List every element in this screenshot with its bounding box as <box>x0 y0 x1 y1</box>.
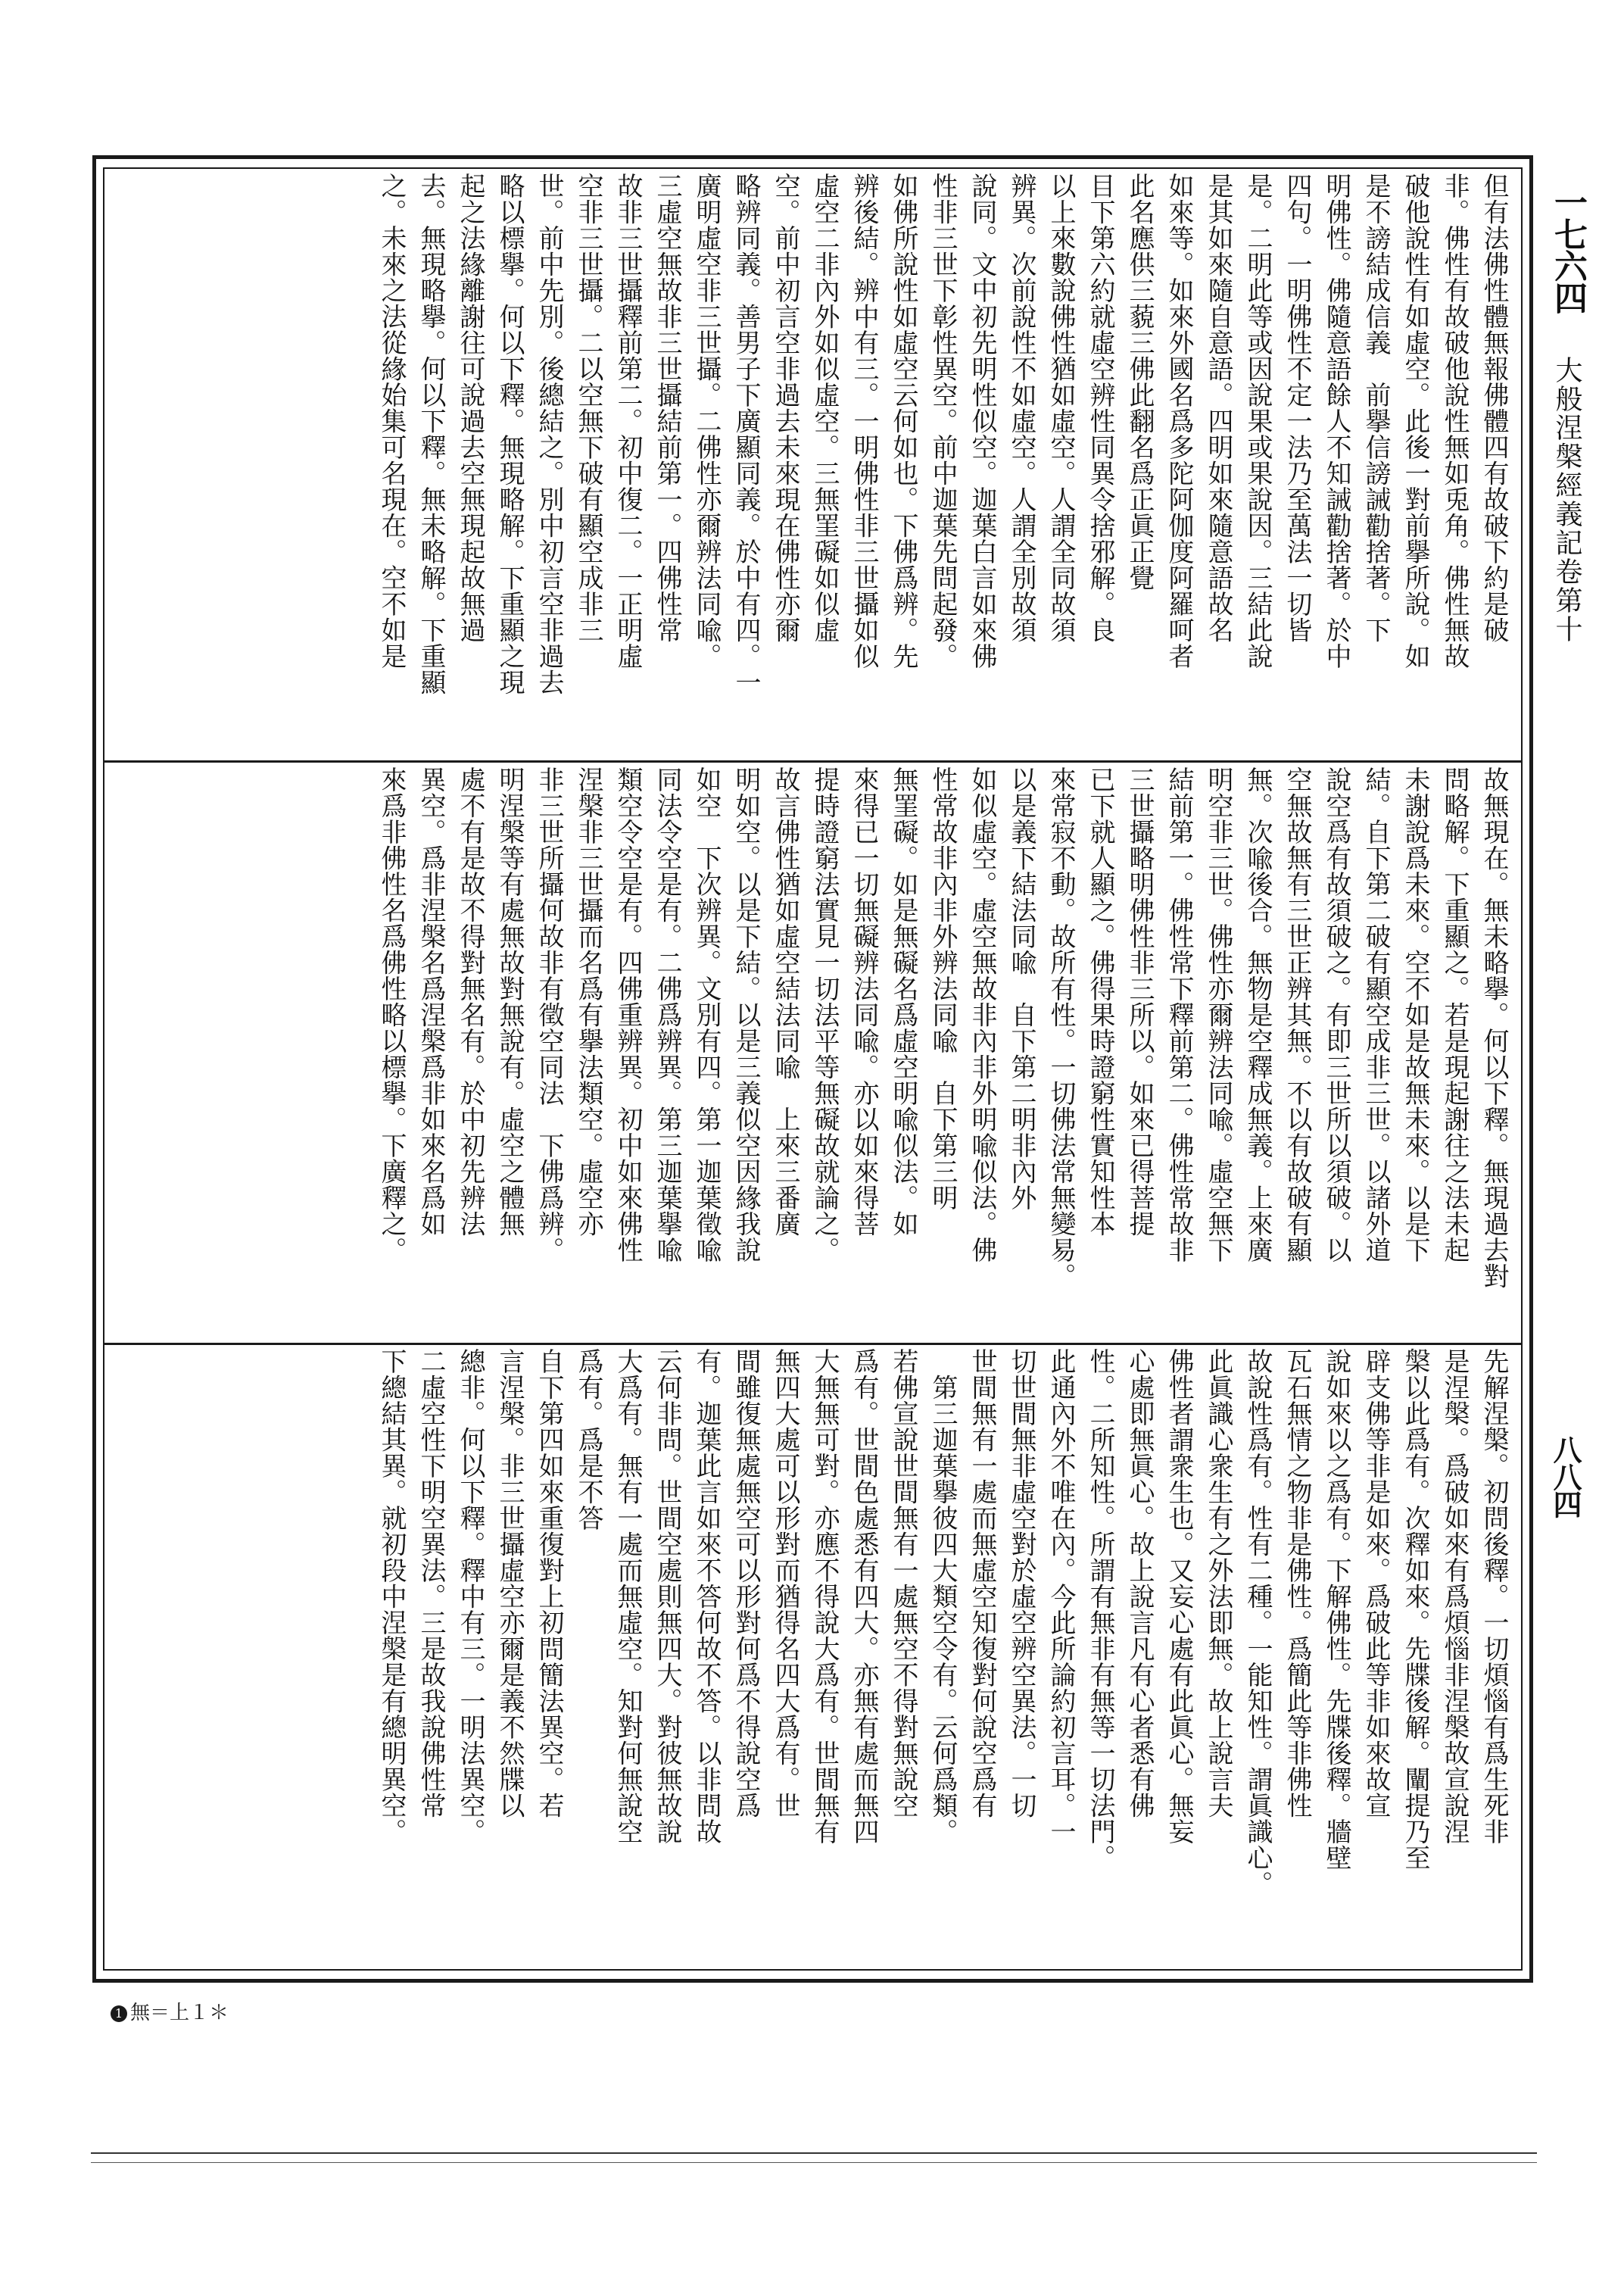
text-column: 性常故非內非外辨法同喩 自下第三明 <box>927 766 958 1211</box>
text-column: 是涅槃。爲破如來有爲煩惱非涅槃故宣說涅 <box>1439 1348 1470 1845</box>
text-column: 槃以此爲有。次釋如來。先牒後解。闡提乃至 <box>1400 1348 1430 1871</box>
text-column: 明佛性。佛隨意語餘人不知誡勸捨著。於中 <box>1321 173 1351 669</box>
text-column: 如佛所說性如虛空云何如也。下佛爲辨。先 <box>888 173 918 669</box>
text-column: 但有法佛性體無報佛體四有故破下約是破 <box>1479 173 1509 643</box>
text-column: 結前第一。佛性常下釋前第二。佛性常故非 <box>1164 766 1194 1263</box>
text-column: 說如來以之爲有。下解佛性。先牒後釋。牆壁 <box>1321 1348 1351 1871</box>
text-column: 大爲有。無有一處而無虛空。知對何無說空 <box>613 1348 643 1845</box>
band-divider-1 <box>103 760 1523 763</box>
text-column: 說同。文中初先明性似空。迦葉白言如來佛 <box>967 173 997 669</box>
text-column: 心處即無眞心。故上說言凡有心者悉有佛 <box>1124 1348 1155 1818</box>
running-head: 大般涅槃經義記卷第十 <box>1551 356 1582 644</box>
text-column: 是。二明此等或因說果或果說因。三結此說 <box>1242 173 1273 669</box>
text-column: 佛性者謂衆生也。又妄心處有此眞心。無妄 <box>1164 1348 1194 1845</box>
band-columns <box>374 1348 1510 1965</box>
text-column: 明如空。以是下結。以是三義似空因緣我說 <box>731 766 761 1263</box>
text-column: 異空。爲非涅槃名爲涅槃爲非如來名爲如 <box>416 766 446 1237</box>
text-column: 來爲非佛性名爲佛性略以標擧。下廣釋之。 <box>376 766 407 1263</box>
text-column: 如空 下次辨異。文別有四。第一迦葉徵喩 <box>691 766 722 1263</box>
text-column: 目下第六約就虛空辨性同異令捨邪解。良 <box>1085 173 1115 643</box>
text-column: 虛空二非內外如似虛空。三無罣礙如似虛 <box>809 173 840 643</box>
text-column: 言涅槃。非三世攝虛空亦爾是義不然牒以 <box>494 1348 525 1818</box>
page-number-top: 一七六四 <box>1548 186 1587 313</box>
text-column: 明空非三世。佛性亦爾辨法同喩。虛空無下 <box>1203 766 1233 1263</box>
text-column: 性非三世下彰性異空。前中迦葉先問起發。 <box>927 173 958 669</box>
text-column: 結。自下第二破有顯空成非三世。以諸外道 <box>1361 766 1391 1263</box>
text-column: 自下第四如來重復對上初問簡法異空。若 <box>534 1348 564 1818</box>
text-column: 第三迦葉擧彼四大類空令有。云何爲類。 <box>927 1348 958 1845</box>
text-column: 非三世所攝何故非有徵空同法 下佛爲辨。 <box>534 766 564 1263</box>
text-column: 故說性爲有。性有二種。一能知性。謂眞識心。 <box>1242 1348 1273 1897</box>
text-column: 故無現在。無未略擧。何以下釋。無現過去對 <box>1479 766 1509 1289</box>
text-column: 是其如來隨自意語。四明如來隨意語故名 <box>1203 173 1233 643</box>
text-column: 三虛空無故非三世攝結前第一。四佛性常 <box>652 173 682 643</box>
text-column: 若佛宣說世間無有一處無空不得對無說空 <box>888 1348 918 1818</box>
text-column: 辨異。次前說性不如虛空。人謂全別故須 <box>1006 173 1036 643</box>
text-column: 是不謗結成信義 前擧信謗誡勸捨著。下 <box>1361 173 1391 643</box>
text-column: 來常寂不動。故所有性。一切佛法常無變易。 <box>1046 766 1076 1289</box>
text-band-bottom <box>114 1348 1510 1965</box>
text-column: 辨後結。辨中有三。一明佛性非三世攝如似 <box>849 173 879 669</box>
text-column: 爲有。爲是不答 <box>573 1348 603 1531</box>
text-column: 此名應供三藐三佛此翻名爲正眞正覺 <box>1124 173 1155 591</box>
text-column: 以上來數說佛性猶如虛空。人謂全同故須 <box>1046 173 1076 643</box>
text-column: 空無故無有三世正辨其無。不以有故破有顯 <box>1282 766 1312 1263</box>
text-band-top <box>114 173 1510 756</box>
text-column: 明涅槃等有處無故對無說有。虛空之體無 <box>494 766 525 1237</box>
text-column: 去。無現略擧。何以下釋。無未略解。下重顯 <box>416 173 446 695</box>
text-column: 無罣礙。如是無礙名爲虛空明喩似法。如 <box>888 766 918 1237</box>
text-column: 未謝說爲未來。空不如是故無未來。以是下 <box>1400 766 1430 1263</box>
text-column: 問略解。下重顯之。若是現起謝往之法未起 <box>1439 766 1470 1263</box>
text-column: 三世攝略明佛性非三所以。如來已得菩提 <box>1124 766 1155 1237</box>
text-column: 類空令空是有。四佛重辨異。初中如來佛性 <box>613 766 643 1263</box>
text-column: 下總結其異。就初段中涅槃是有總明異空。 <box>376 1348 407 1845</box>
text-column: 世。前中先別。後總結之。別中初言空非過去 <box>534 173 564 695</box>
bottom-rule-upper <box>91 2152 1537 2154</box>
footnote-marker: 1 <box>111 2005 127 2022</box>
text-column: 空非三世攝。二以空無下破有顯空成非三 <box>573 173 603 643</box>
band-columns <box>374 766 1510 1338</box>
text-column: 無。次喩後合。無物是空釋成無義。上來廣 <box>1242 766 1273 1263</box>
text-column: 同法令空是有。二佛爲辨異。第三迦葉擧喩 <box>652 766 682 1263</box>
page-number-mid: 八八四 <box>1548 1435 1582 1517</box>
footnote <box>111 1997 229 2025</box>
text-column: 總非。何以下釋。釋中有三。一明法異空。 <box>455 1348 485 1845</box>
text-column: 二虛空性下明空異法。三是故我說佛性常 <box>416 1348 446 1818</box>
text-column: 切世間無非虛空對於虛空辨空異法。一切 <box>1006 1348 1036 1818</box>
text-column: 世間無有一處而無虛空知復對何說空爲有 <box>967 1348 997 1818</box>
bottom-rule-lower <box>91 2162 1537 2163</box>
text-column: 處不有是故不得對無名有。於中初先辨法 <box>455 766 485 1237</box>
footnote-text: 無＝上１＊ <box>130 2002 229 2024</box>
text-column: 先解涅槃。初問後釋。一切煩惱有爲生死非 <box>1479 1348 1509 1845</box>
text-column: 來得已一切無礙辨法同喩。亦以如來得菩 <box>849 766 879 1237</box>
text-column: 以是義下結法同喩 自下第二明非內外 <box>1006 766 1036 1211</box>
text-column: 有。迦葉此言如來不答何故不答。以非問故 <box>691 1348 722 1845</box>
text-column: 故非三世攝釋前第二。初中復二。一正明虛 <box>613 173 643 669</box>
text-column: 略辨同義。善男子下廣顯同義。於中有四。一 <box>731 173 761 695</box>
text-column: 如似虛空。虛空無故非內非外明喩似法。佛 <box>967 766 997 1263</box>
text-column: 辟支佛等非是如來。爲破此等非如來故宣 <box>1361 1348 1391 1818</box>
band-divider-2 <box>103 1343 1523 1345</box>
text-column: 已下就人顯之。佛得果時證窮性實知性本 <box>1085 766 1115 1237</box>
text-column: 間雖復無處無空可以形對何爲不得說空爲 <box>731 1348 761 1818</box>
text-column: 破他說性有如虛空。此後一對前擧所說。如 <box>1400 173 1430 669</box>
text-column: 性。二所知性。所謂有無非有無等一切法門。 <box>1085 1348 1115 1871</box>
text-column: 此通內外不唯在內。今此所論約初言耳。一 <box>1046 1348 1076 1845</box>
text-column: 起之法緣離謝往可說過去空無現起故無過 <box>455 173 485 643</box>
text-band-middle <box>114 766 1510 1338</box>
text-column: 爲有。世間色處悉有四大。亦無有處而無四 <box>849 1348 879 1845</box>
text-column: 故言佛性猶如虛空結法同喩 上來三番廣 <box>770 766 800 1237</box>
text-column: 提時證窮法實見一切法平等無礙故就論之。 <box>809 766 840 1263</box>
text-column: 無四大處可以形對而猶得名四大爲有。世 <box>770 1348 800 1818</box>
text-column: 略以標擧。何以下釋。無現略解。下重顯之現 <box>494 173 525 695</box>
text-column: 此眞識心衆生有之外法即無。故上說言夫 <box>1203 1348 1233 1818</box>
band-columns <box>374 173 1510 756</box>
text-column: 廣明虛空非三世攝。二佛性亦爾辨法同喩。 <box>691 173 722 669</box>
text-column: 大無無可對。亦應不得說大爲有。世間無有 <box>809 1348 840 1845</box>
text-column: 涅槃非三世攝而名爲有擧法類空。虛空亦 <box>573 766 603 1237</box>
text-column: 空。前中初言空非過去未來現在佛性亦爾 <box>770 173 800 643</box>
text-column: 如來等。如來外國名爲多陀阿伽度阿羅呵者 <box>1164 173 1194 669</box>
text-column: 非。佛性有故破他說性無如兎角。佛性無故 <box>1439 173 1470 669</box>
text-column: 之。未來之法從緣始集可名現在。空不如是 <box>376 173 407 669</box>
text-column: 云何非問。世間空處則無四大。對彼無故說 <box>652 1348 682 1845</box>
text-column: 說空爲有故須破之。有即三世所以須破。以 <box>1321 766 1351 1263</box>
text-column: 四句。一明佛性不定一法乃至萬法一切皆 <box>1282 173 1312 643</box>
text-column: 瓦石無情之物非是佛性。爲簡此等非佛性 <box>1282 1348 1312 1818</box>
